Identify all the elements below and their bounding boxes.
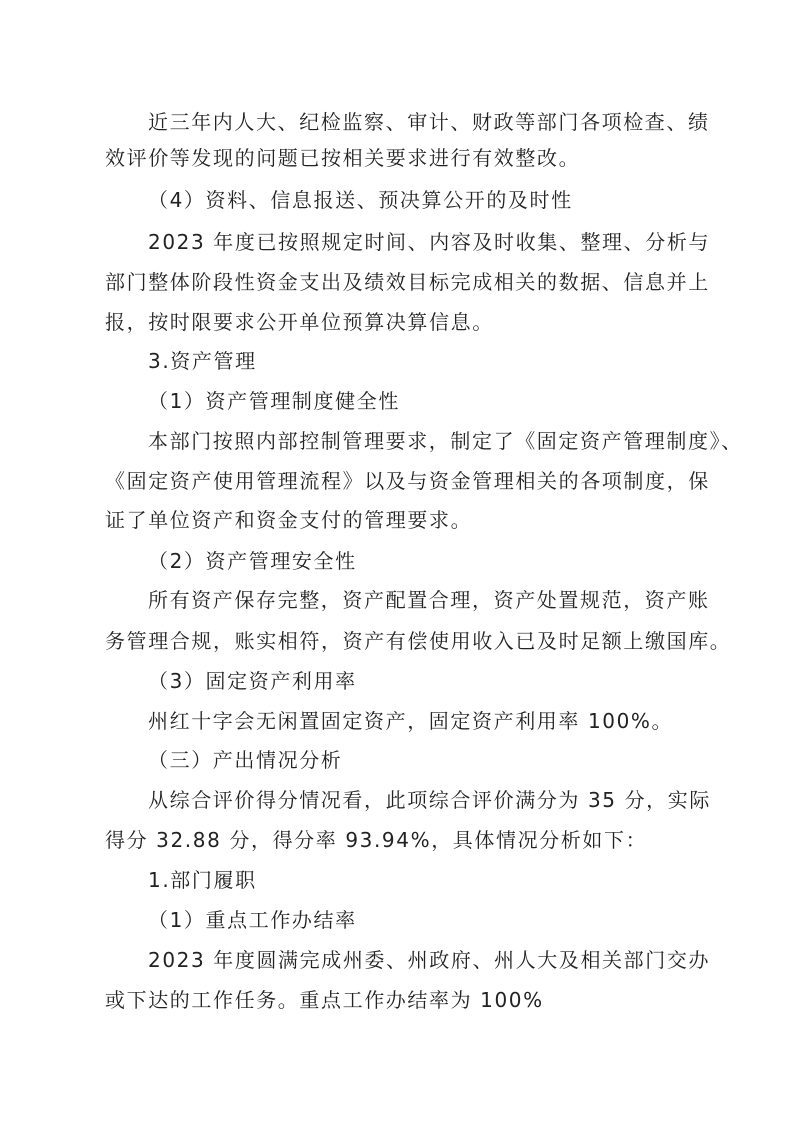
paragraph-line: 证了单位资产和资金支付的管理要求。 [105,508,473,532]
paragraph-line: 2023 年度圆满完成州委、州政府、州人大及相关部门交办 [148,948,711,972]
paragraph-line: 部门整体阶段性资金支出及绩效目标完成相关的数据、信息并上 [105,270,710,294]
subheading: （1）重点工作办结率 [148,908,357,932]
subheading: （4）资料、信息报送、预决算公开的及时性 [148,188,573,212]
subheading: （2）资产管理安全性 [148,549,357,573]
paragraph-line: 得分 32.88 分，得分率 93.94%，具体情况分析如下： [105,828,648,852]
paragraph-line: 2023 年度已按照规定时间、内容及时收集、整理、分析与 [148,230,711,254]
paragraph-line: 效评价等发现的问题已按相关要求进行有效整改。 [105,146,581,170]
paragraph-line: 务管理合规，账实相符，资产有偿使用收入已及时足额上缴国库。 [105,629,732,653]
paragraph-line: 近三年内人大、纪检监察、审计、财政等部门各项检查、绩 [148,110,710,134]
paragraph-line: 从综合评价得分情况看，此项综合评价满分为 35 分，实际 [148,788,711,812]
section-heading: （三）产出情况分析 [148,748,343,772]
paragraph-line: 《固定资产使用管理流程》以及与资金管理相关的各项制度，保 [105,469,710,493]
paragraph-line: 所有资产保存完整，资产配置合理，资产处置规范，资产账 [148,588,710,612]
paragraph-line: 州红十字会无闲置固定资产，固定资产利用率 100%。 [148,709,674,733]
paragraph-line: 或下达的工作任务。重点工作办结率为 100% [105,988,544,1012]
paragraph-line: 报，按时限要求公开单位预算决算信息。 [105,310,494,334]
subheading: （1）资产管理制度健全性 [148,389,400,413]
subheading: （3）固定资产利用率 [148,669,357,693]
section-heading: 3.资产管理 [148,349,257,373]
paragraph-line: 本部门按照内部控制管理要求，制定了《固定资产管理制度》、 [148,429,743,453]
section-heading: 1.部门履职 [148,868,257,892]
